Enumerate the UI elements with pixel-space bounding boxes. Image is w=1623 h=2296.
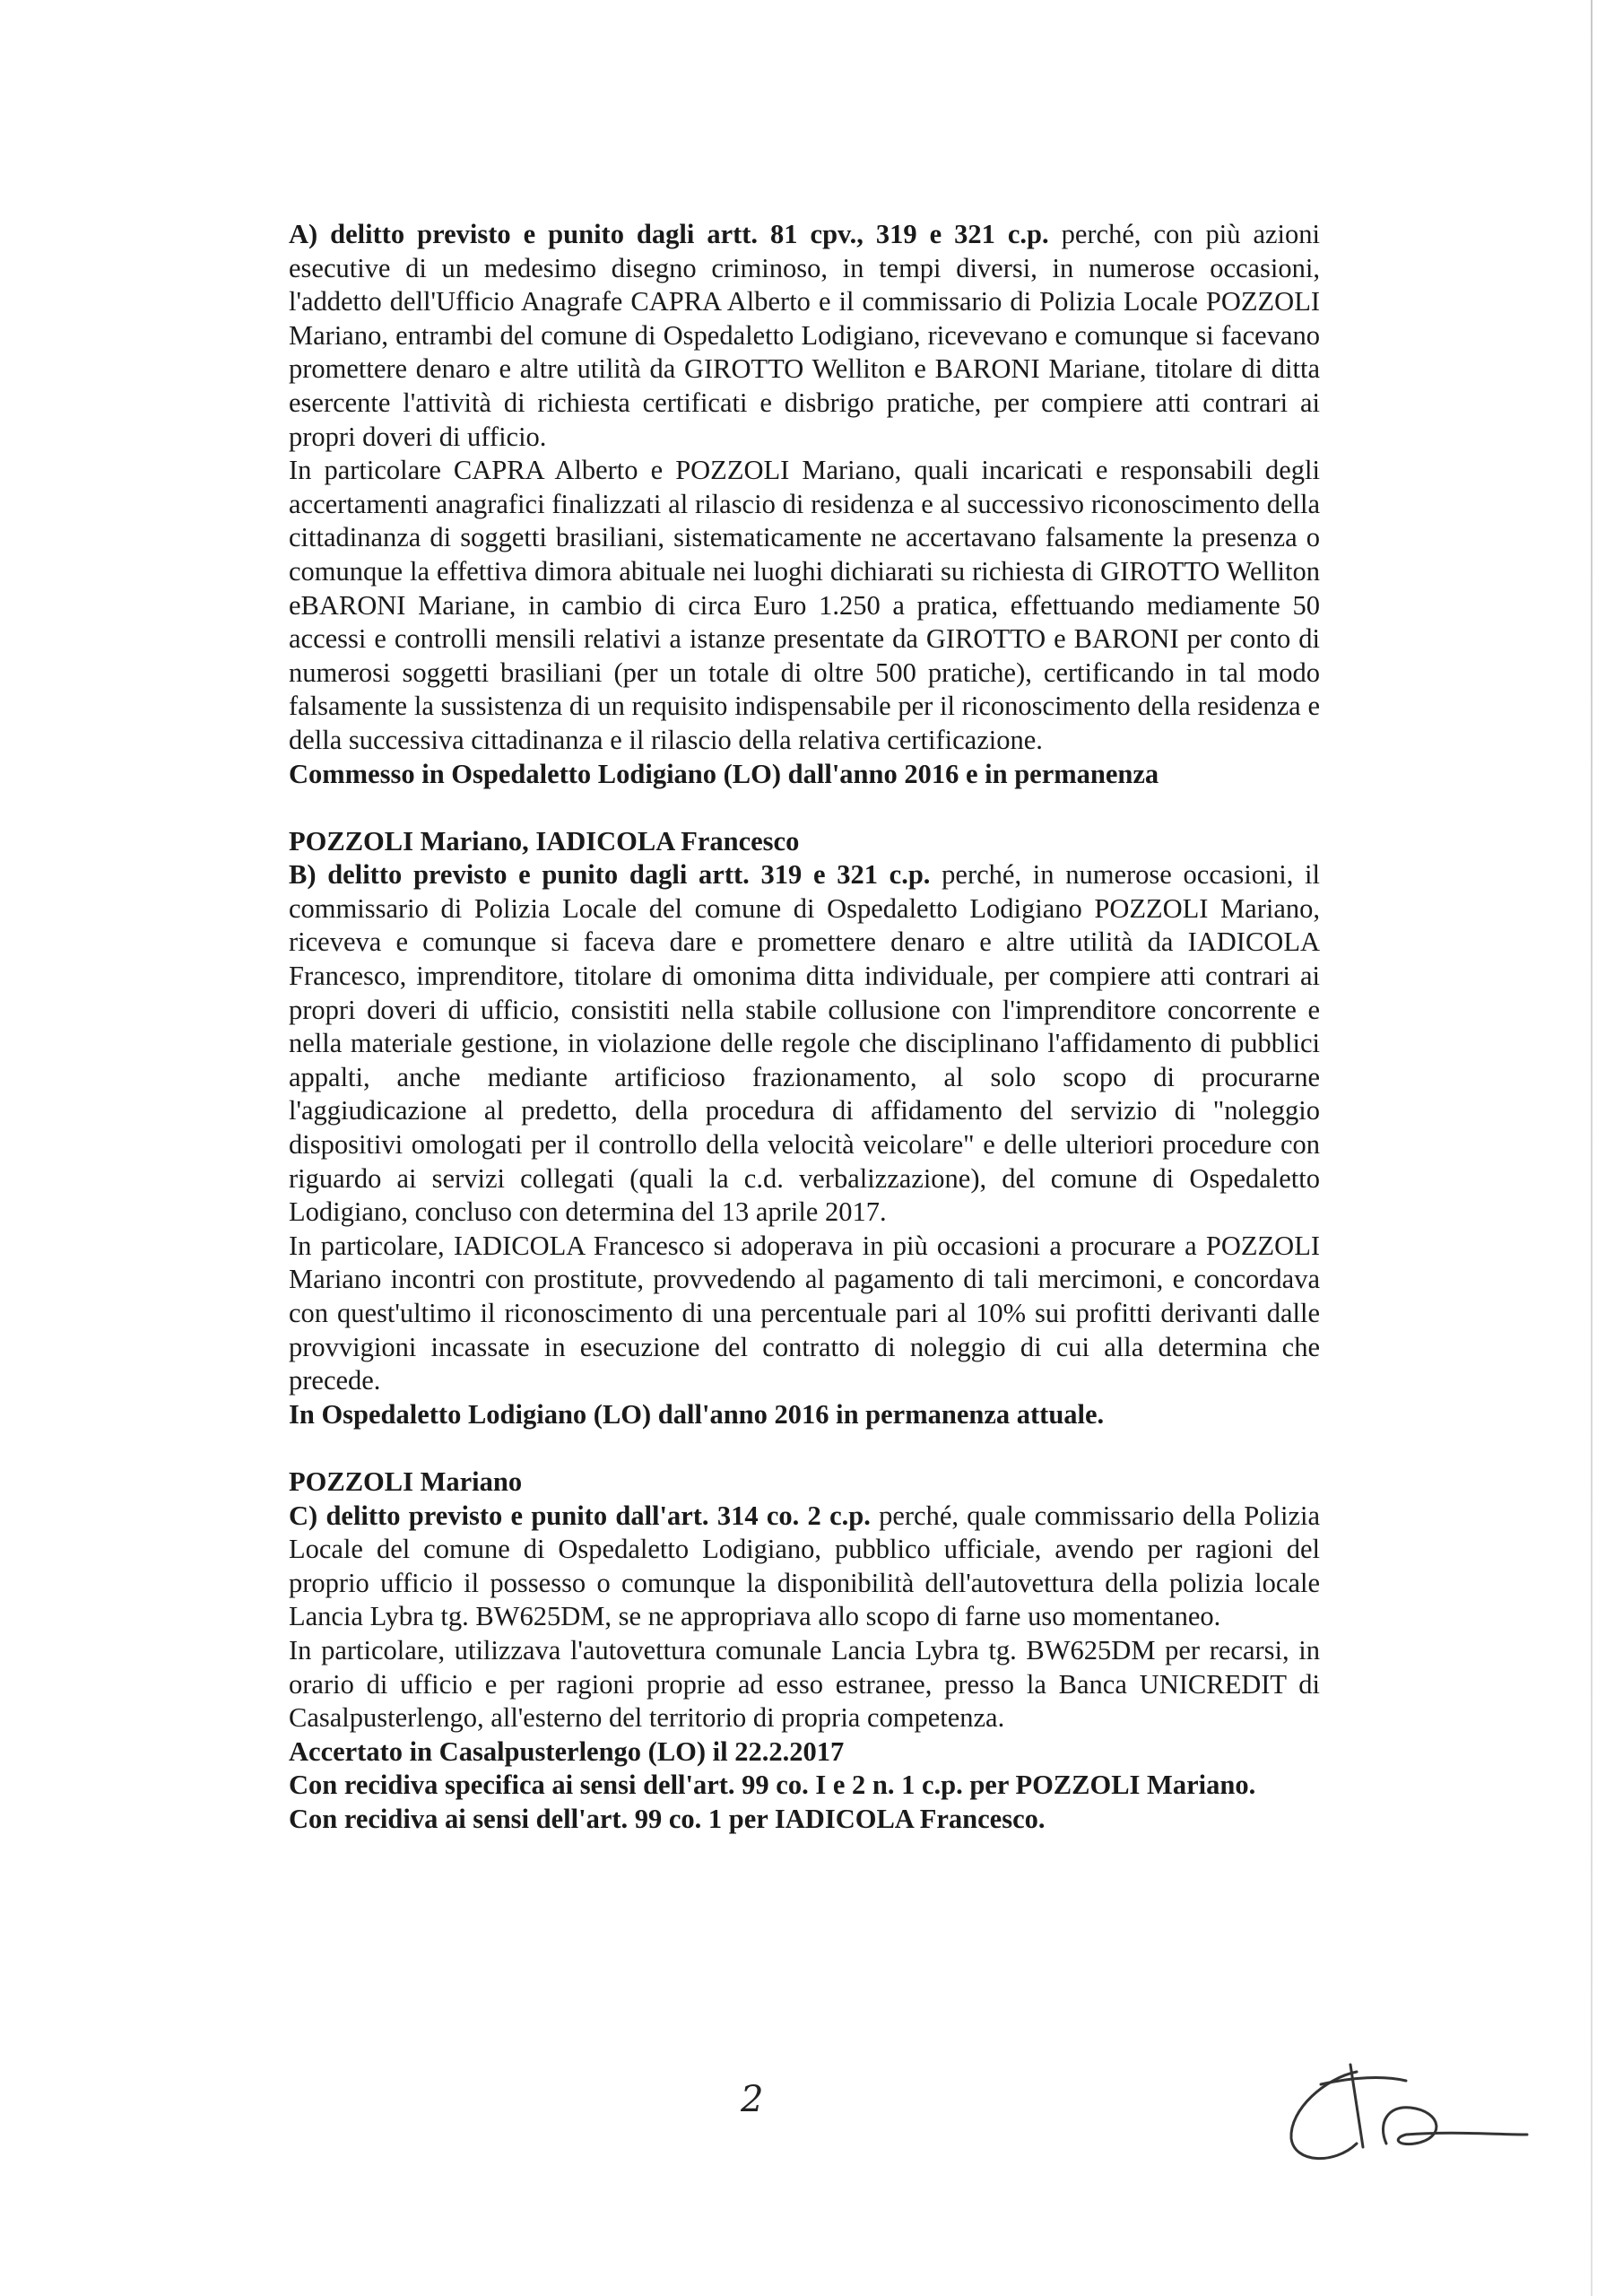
section-b-defendants: POZZOLI Mariano, IADICOLA Francesco — [289, 825, 800, 857]
section-a-body: perché, con più azioni esecutive di un medesimo disegno criminoso, in tempi diversi, in numerose occasioni, l'addetto dell'Ufficio Anagrafe CAPRA Alberto e il commissario di Polizia Locale POZZOLI Mariano, entrambi del comune di Ospedaletto Lodigiano, ricevevano e comunque si facevano promettere denaro e altre utilità da GIROTTO Welliton e BARONI Mariane, titolare di ditta esercente l'attività di richiesta certificati e disbrigo pratiche, per compiere atti contrari ai propri doveri di ufficio. — [289, 219, 1321, 452]
section-a-particulars: In particolare CAPRA Alberto e POZZOLI Mariano, quali incaricati e responsabili degli accertamenti anagrafici finalizzati al rilascio di residenza e al successivo riconoscimento della cittadinanza di soggetti brasiliani, sistematicamente ne accertavano falsamente la presenza o comunque la effettiva dimora abituale nei luoghi dichiarati su richiesta di GIROTTO Welliton eBARONI Mariane, in cambio di circa Euro 1.250 a pratica, effettuando mediamente 50 accessi e controlli mensili relativi a istanze presentate da GIROTTO e BARONI per conto di numerosi soggetti brasiliani (per un totale di oltre 500 pratiche), certificando in tal modo falsamente la sussistenza di un requisito indispensabile per il riconoscimento della residenza e della successiva cittadinanza e il rilascio della relativa certificazione. — [289, 455, 1320, 755]
scan-edge-line — [1591, 0, 1593, 2296]
recidiva-pozzoli: Con recidiva specifica ai sensi dell'art. 99 co. I e 2 n. 1 c.p. per POZZOLI Mariano. — [289, 1770, 1256, 1801]
section-c-particulars: In particolare, utilizzava l'autovettura comunale Lancia Lybra tg. BW625DM per recarsi, in orario di ufficio e per ragioni proprie ad esso estranee, presso la Banca UNICREDIT di Casalpusterlengo, all'esterno del territorio di propria competenza. — [289, 1634, 1320, 1734]
section-a-heading: A) delitto previsto e punito dagli artt. 81 cpv., 319 e 321 c.p. — [289, 219, 1049, 249]
handwritten-signature — [1271, 2038, 1541, 2172]
section-b-body: perché, in numerose occasioni, il commissario di Polizia Locale del comune di Ospedaletto Lodigiano POZZOLI Mariano, riceveva e comunque si faceva dare e promettere denaro e altre utilità da IADICOLA Francesco, imprenditore, titolare di omonima ditta individuale, per compiere atti contrari ai propri doveri di ufficio, consistiti nella stabile collusione con l'imprenditore concorrente e nella materiale gestione, in violazione delle regole che disciplinano l'affidamento di pubblici appalti, anche mediante artificioso frazionamento, al solo scopo di procurarne l'aggiudicazione al predetto, della procedura di affidamento del servizio di "noleggio dispositivi omologati per il controllo della velocità veicolare" e delle ulteriori procedure con riguardo ai servizi collegati (quali la c.d. verbalizzazione), del comune di Ospedaletto Lodigiano, concluso con determina del 13 aprile 2017. — [289, 859, 1320, 1228]
section-b-paragraph — [289, 858, 1320, 1230]
section-a-committed: Commesso in Ospedaletto Lodigiano (LO) dall'anno 2016 e in permanenza — [289, 758, 1159, 789]
section-b-heading: B) delitto previsto e punito dagli artt. 319 e 321 c.p. — [289, 859, 931, 891]
document-body — [289, 218, 1320, 1837]
section-b-committed: In Ospedaletto Lodigiano (LO) dall'anno 2016 in permanenza attuale. — [289, 1398, 1105, 1430]
section-a-paragraph — [289, 218, 1320, 454]
page-number: 2 — [741, 2079, 764, 2120]
section-c-heading: C) delitto previsto e punito dall'art. 314 co. 2 c.p. — [289, 1500, 871, 1531]
section-c-committed: Accertato in Casalpusterlengo (LO) il 22.2.2017 — [289, 1735, 845, 1767]
section-c-paragraph — [289, 1500, 1320, 1634]
section-c-body: perché, quale commissario della Polizia Locale del comune di Ospedaletto Lodigiano, pubblico ufficiale, avendo per ragioni del proprio ufficio il possesso o comunque la disponibilità dell'autovettura della polizia locale Lancia Lybra tg. BW625DM, se ne appropriava allo scopo di farne uso momentaneo. — [289, 1500, 1320, 1632]
section-c-defendants: POZZOLI Mariano — [289, 1465, 523, 1497]
section-b-particulars: In particolare, IADICOLA Francesco si adoperava in più occasioni a procurare a POZZOLI Mariano incontri con prostitute, provvedendo al pagamento di tali mercimoni, e concordava con quest'ultimo il riconoscimento di una percentuale pari al 10% sui profitti derivanti dalle provvigioni incassate in esecuzione del contratto di noleggio di cui alla determina che precede. — [289, 1230, 1320, 1396]
recidiva-iadicola: Con recidiva ai sensi dell'art. 99 co. 1 per IADICOLA Francesco. — [289, 1803, 1046, 1834]
